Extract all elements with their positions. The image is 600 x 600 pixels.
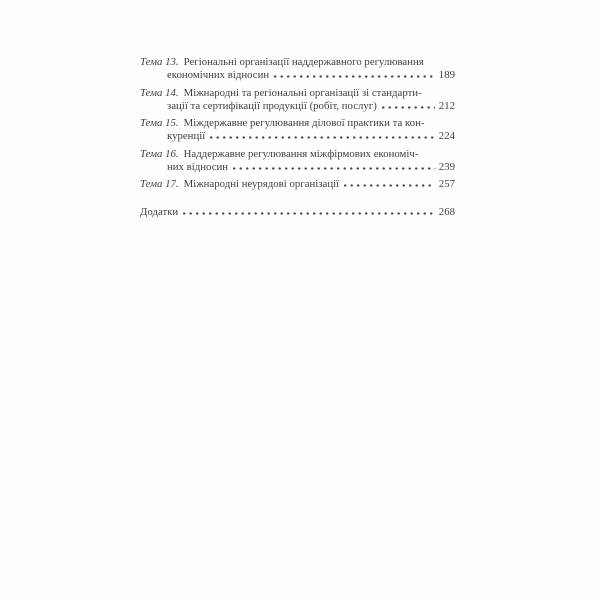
table-of-contents bbox=[140, 56, 455, 224]
toc-entry-line2 bbox=[140, 100, 455, 113]
toc-entry-title-line1: Міжнародні неурядові організації bbox=[183, 178, 340, 190]
toc-entry-title-line1: Наддержавне регулювання міжфірмових економіч- bbox=[183, 147, 419, 160]
toc-entry-label: Тема 16. bbox=[140, 147, 179, 160]
page-number: 268 bbox=[438, 206, 455, 218]
dot-leader bbox=[210, 136, 435, 139]
toc-entry-title-line1: Регіональні організації наддержавного регулювання bbox=[183, 56, 424, 68]
toc-entry-label: Тема 17. bbox=[140, 178, 179, 190]
toc-entry-label: Тема 13. bbox=[140, 56, 179, 68]
toc-entry-line1 bbox=[140, 117, 455, 130]
toc-entry-label: Тема 15. bbox=[140, 117, 179, 129]
toc-entry bbox=[140, 56, 455, 82]
page-number: 239 bbox=[438, 160, 455, 173]
toc-entry-line1 bbox=[140, 56, 455, 69]
toc-entry-line1 bbox=[140, 206, 455, 219]
toc-entry bbox=[140, 87, 455, 113]
page-number: 224 bbox=[438, 130, 455, 142]
toc-entry-title-line2: куренції bbox=[167, 130, 206, 142]
dot-leader bbox=[274, 75, 435, 78]
toc-entry-line2 bbox=[140, 130, 455, 143]
dot-leader bbox=[233, 167, 435, 170]
toc-entry-line2 bbox=[140, 69, 455, 82]
dot-leader bbox=[382, 106, 435, 109]
dot-leader bbox=[183, 212, 435, 215]
toc-entry-line1 bbox=[140, 178, 455, 191]
toc-entry-title-line2: економічних відносин bbox=[167, 69, 270, 81]
toc-entry-line1 bbox=[140, 148, 455, 161]
toc-entry bbox=[140, 148, 455, 174]
toc-entry-title-line2: них відносин bbox=[167, 160, 229, 173]
toc-entry bbox=[140, 117, 455, 143]
page-number: 212 bbox=[438, 99, 455, 112]
toc-entry-appendix bbox=[140, 206, 455, 219]
toc-entry bbox=[140, 178, 455, 191]
toc-entry-title-line1: Міждержавне регулювання ділової практики та кон- bbox=[183, 117, 425, 129]
toc-entry-line2 bbox=[140, 161, 455, 174]
toc-entry-line1 bbox=[140, 87, 455, 100]
toc-entry-label: Додатки bbox=[140, 206, 179, 218]
toc-entry-label: Тема 14. bbox=[140, 86, 179, 99]
toc-entry-title-line2: зації та сертифікації продукції (робіт, послуг) bbox=[167, 99, 377, 112]
toc-entry-title-line1: Міжнародні та регіональні організації зі стандарти- bbox=[183, 86, 422, 99]
dot-leader bbox=[344, 184, 435, 187]
page-number: 257 bbox=[438, 178, 455, 190]
page-number: 189 bbox=[438, 69, 455, 81]
